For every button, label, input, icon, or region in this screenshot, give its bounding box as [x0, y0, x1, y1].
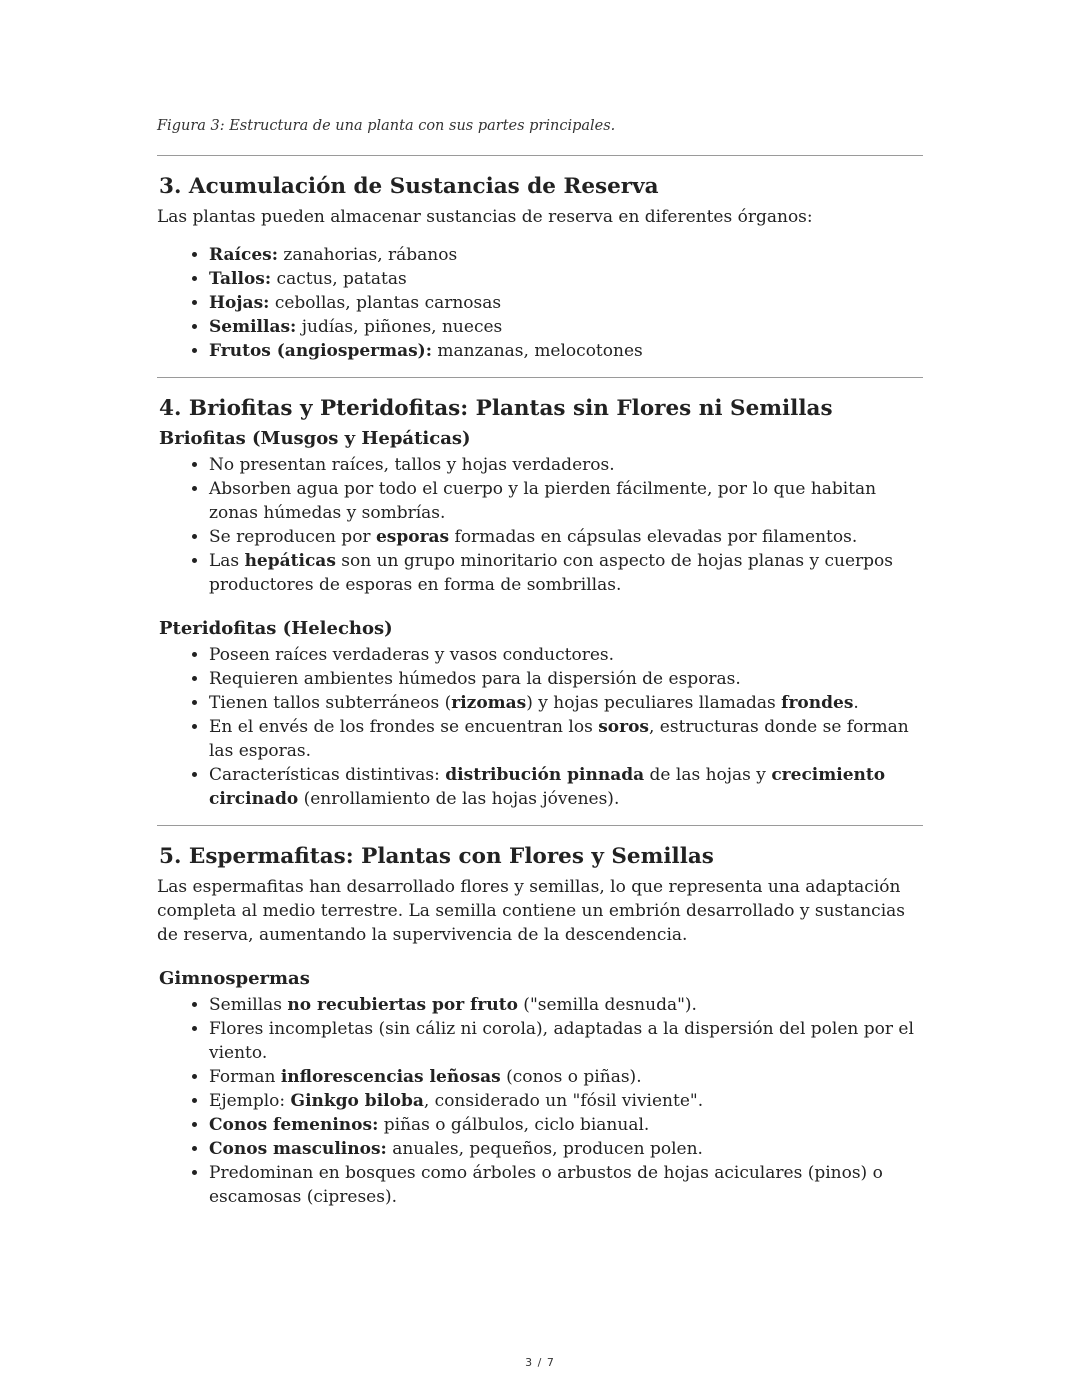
list-item: • Raíces: zanahorias, rábanos [209, 243, 923, 267]
list-item: • En el envés de los frondes se encuentran los soros, estructuras donde se forman las esporas. [209, 715, 923, 763]
briofitas-list [157, 453, 923, 597]
list-item: • Predominan en bosques como árboles o arbustos de hojas aciculares (pinos) o escamosas (cipreses). [209, 1161, 923, 1209]
section-3-heading: 3. Acumulación de Sustancias de Reserva [159, 174, 659, 199]
pteridofitas-list [157, 643, 923, 811]
list-item: • No presentan raíces, tallos y hojas verdaderos. [209, 453, 923, 477]
gimnospermas-list [157, 993, 923, 1209]
list-item: • Poseen raíces verdaderas y vasos conductores. [209, 643, 923, 667]
list-item: • Semillas no recubiertas por fruto ("semilla desnuda"). [209, 993, 923, 1017]
list-item: • Tallos: cactus, patatas [209, 267, 923, 291]
list-item: • Se reproducen por esporas formadas en cápsulas elevadas por filamentos. [209, 525, 923, 549]
list-item: • Conos femeninos: piñas o gálbulos, ciclo bianual. [209, 1113, 923, 1137]
page-number: 3 / 7 [525, 1356, 555, 1369]
list-item: • Absorben agua por todo el cuerpo y la pierden fácilmente, por lo que habitan zonas húmedas y sombrías. [209, 477, 923, 525]
document-page [157, 115, 923, 1209]
reserve-organs-list [157, 243, 923, 363]
section-divider [157, 377, 923, 378]
section-divider [157, 825, 923, 826]
briofitas-heading: Briofitas (Musgos y Hepáticas) [159, 428, 471, 449]
list-item: • Características distintivas: distribución pinnada de las hojas y crecimiento circinado (enrollamiento de las hojas jóvenes). [209, 763, 923, 811]
list-item: • Forman inflorescencias leñosas (conos o piñas). [209, 1065, 923, 1089]
section-4-heading: 4. Briofitas y Pteridofitas: Plantas sin Flores ni Semillas [159, 396, 833, 421]
section-divider [157, 155, 923, 156]
section-5-intro: Las espermafitas han desarrollado flores y semillas, lo que representa una adaptación completa al medio terrestre. La semilla contiene un embrión desarrollado y sustancias de reserva, aumentando la supervivencia de la descendencia. [157, 877, 905, 945]
list-item: • Frutos (angiospermas): manzanas, melocotones [209, 339, 923, 363]
list-item: • Hojas: cebollas, plantas carnosas [209, 291, 923, 315]
list-item: • Tienen tallos subterráneos (rizomas) y hojas peculiares llamadas frondes. [209, 691, 923, 715]
list-item: • Ejemplo: Ginkgo biloba, considerado un "fósil viviente". [209, 1089, 923, 1113]
list-item: • Las hepáticas son un grupo minoritario con aspecto de hojas planas y cuerpos productores de esporas en forma de sombrillas. [209, 549, 923, 597]
list-item: • Requieren ambientes húmedos para la dispersión de esporas. [209, 667, 923, 691]
list-item: • Semillas: judías, piñones, nueces [209, 315, 923, 339]
list-item: • Conos masculinos: anuales, pequeños, producen polen. [209, 1137, 923, 1161]
gimnospermas-heading: Gimnospermas [159, 968, 310, 989]
section-3-intro: Las plantas pueden almacenar sustancias de reserva en diferentes órganos: [157, 207, 813, 227]
pteridofitas-heading: Pteridofitas (Helechos) [159, 618, 393, 639]
list-item: • Flores incompletas (sin cáliz ni corola), adaptadas a la dispersión del polen por el viento. [209, 1017, 923, 1065]
section-5-heading: 5. Espermafitas: Plantas con Flores y Semillas [159, 844, 714, 869]
figure-caption: Figura 3: Estructura de una planta con sus partes principales. [157, 118, 616, 134]
